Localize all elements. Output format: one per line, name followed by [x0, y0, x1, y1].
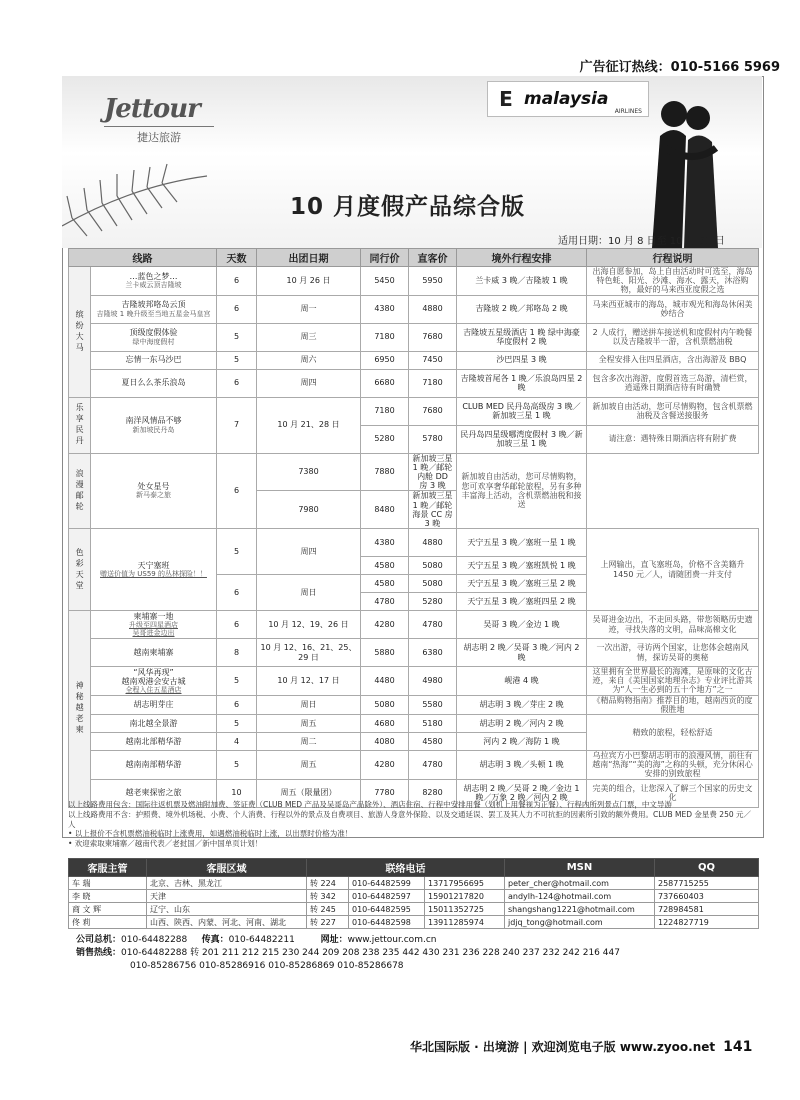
route-line: 吉隆坡邦咯岛云顶	[121, 300, 186, 310]
peer-price: 5080	[361, 695, 409, 714]
itinerary-cell: 民丹岛四星级哪湾度假村 3 晚／新加坡三星 1 晚	[457, 425, 587, 453]
header-date: 出团日期	[257, 249, 361, 267]
region-label: 浪漫邮轮	[69, 453, 91, 529]
sales-label: 销售热线：	[76, 948, 122, 959]
notes-cell: 一次出游，寻访两个国家，让您体会越南风情，探访吴哥的奥秘	[587, 639, 759, 667]
service-qq: 737660403	[655, 890, 759, 903]
table-row	[69, 751, 759, 780]
service-header-qq: QQ	[655, 859, 759, 877]
service-msn[interactable]: jdjq_tong@hotmail.com	[505, 916, 655, 929]
itinerary-cell: 吉隆坡五星级酒店 1 晚 绿中海豪华度假村 2 晚	[457, 323, 587, 351]
route-line: 天宁塞班	[137, 560, 170, 570]
service-msn[interactable]: shangshang1221@hotmail.com	[505, 903, 655, 916]
notes-cell: 精致的旅程，轻松舒适	[587, 715, 759, 751]
itinerary-cell: 胡志明 3 晚／芽庄 2 晚	[457, 695, 587, 714]
service-mobile[interactable]: 13717956695	[425, 877, 505, 890]
direct-price: 8280	[409, 779, 457, 807]
sales-lines: 010-64482288 转 201 211 212 215 230 244 209 208 238 235 442 430 231 236 228 240 237 232 242 216 447	[121, 948, 620, 959]
days-cell: 5	[217, 351, 257, 369]
table-row	[69, 267, 759, 296]
service-header-msn: MSN	[505, 859, 655, 877]
service-ext: 转 227	[307, 916, 349, 929]
peer-price: 4380	[361, 295, 409, 323]
footnotes	[68, 800, 758, 849]
service-tel[interactable]: 010-64482599	[349, 877, 425, 890]
days-cell: 5	[217, 323, 257, 351]
days-cell: 6	[217, 295, 257, 323]
peer-price: 4780	[361, 593, 409, 611]
days-cell: 5	[217, 715, 257, 733]
peer-price: 5880	[361, 639, 409, 667]
route-line: 新加坡民丹岛	[132, 425, 175, 434]
route-line: 胡志明芽庄	[133, 700, 174, 710]
days-cell: 6	[217, 453, 257, 529]
service-name: 商 文 辉	[69, 903, 147, 916]
direct-price: 4780	[409, 611, 457, 639]
itinerary-cell: 天宁五星 3 晚／塞班四星 2 晚	[457, 593, 587, 611]
header-route: 线路	[69, 249, 217, 267]
route-line: …蓝色之梦…	[129, 272, 178, 282]
itinerary-cell: CLUB MED 民丹岛高级房 3 晚／新加坡三星 1 晚	[457, 397, 587, 425]
footnote-included: 以上线路费用包含：国际往返机票及燃油附加费、签证费（CLUB MED 产品及吴哥岛产品除外）、酒店住宿、行程中安排用餐（划机上用餐视为正餐）、行程内所列景点门票，中文导游	[68, 800, 672, 809]
peer-price: 4280	[361, 751, 409, 780]
service-msn[interactable]: andylh-124@hotmail.com	[505, 890, 655, 903]
peer-price: 4380	[361, 529, 409, 557]
itinerary-cell: 胡志明 3 晚／头顿 1 晚	[457, 751, 587, 780]
header-direct-price: 直客价	[409, 249, 457, 267]
direct-price: 7450	[409, 351, 457, 369]
notes-cell: 马来西亚城市的海岛，城市观光和海岛休闲美妙结合	[587, 295, 759, 323]
service-region: 天津	[147, 890, 307, 903]
direct-price: 7880	[361, 453, 409, 491]
route-line: 兰卡威云顶吉隆坡	[125, 281, 182, 290]
direct-price: 7680	[409, 323, 457, 351]
itinerary-cell: 新加坡三星 1 晚／邮轮内舱 DD 房 3 晚	[409, 453, 457, 491]
route-line: 越南南部精华游	[125, 760, 182, 770]
peer-price: 6680	[361, 369, 409, 397]
itinerary-cell: 胡志明 2 晚／河内 2 晚	[457, 715, 587, 733]
notes-cell: 全程安排入住四星酒店，含出海游及 BBQ	[587, 351, 759, 369]
region-label: 色彩天堂	[69, 529, 91, 611]
route-name	[91, 453, 217, 529]
service-header-row	[69, 859, 759, 877]
notes-cell: 2 人成行，赠送拼车接送机和度假村内午晚餐以及吉隆坡半一游，含机票燃油税	[587, 323, 759, 351]
page-footer	[410, 1038, 752, 1055]
service-mobile[interactable]: 15901217820	[425, 890, 505, 903]
peer-price: 4680	[361, 715, 409, 733]
malaysia-airlines-logo	[487, 81, 649, 117]
service-ext: 转 245	[307, 903, 349, 916]
itinerary-cell: 岘港 4 晚	[457, 667, 587, 696]
direct-price: 7680	[409, 397, 457, 425]
route-line: 夏日么么茶乐浪岛	[121, 378, 186, 388]
website-link[interactable]: www.jettour.com.cn	[347, 935, 437, 945]
table-row	[69, 369, 759, 397]
service-header-region: 客服区域	[147, 859, 307, 877]
table-row	[69, 295, 759, 323]
jettour-name-cn: 捷达旅游	[104, 126, 214, 145]
route-name	[91, 611, 217, 639]
days-cell: 6	[217, 575, 257, 611]
contact-line-2	[76, 947, 756, 960]
service-row	[69, 916, 759, 929]
service-region: 山西、陕西、内蒙、河北、河南、湖北	[147, 916, 307, 929]
direct-price: 4880	[409, 529, 457, 557]
route-name	[91, 369, 217, 397]
table-row	[69, 715, 759, 733]
notes-cell: 包含多次出海游，度假首选三岛游，清栏赏，逍遥殊日期酒店待有时确赞	[587, 369, 759, 397]
notes-cell: 完美的组合，让您深入了解三个国家的历史文化	[587, 779, 759, 807]
route-line: 越南柬埔寨	[133, 647, 174, 657]
route-name	[91, 323, 217, 351]
itinerary-cell: 吉隆坡首尾各 1 晚／乐浪岛四星 2 晚	[457, 369, 587, 397]
route-name	[91, 639, 217, 667]
footnote-brochure: • 欢迎索取柬埔寨／越南代表／老挝国／新中国单页计划！	[68, 839, 263, 848]
fax-label: 传真：	[201, 935, 229, 945]
peer-price: 4280	[361, 611, 409, 639]
route-line: 越南北部精华游	[125, 736, 182, 746]
header-peer-price: 同行价	[361, 249, 409, 267]
hq-phone[interactable]: 010-64482288	[121, 935, 188, 945]
footnote-fuel: • 以上报价不含机票燃油税临时上涨费用，如遇燃油税临时上涨，以出票时价格为准！	[68, 829, 353, 839]
route-name	[91, 351, 217, 369]
days-cell: 6	[217, 369, 257, 397]
direct-price: 5180	[409, 715, 457, 733]
peer-price: 4580	[361, 575, 409, 593]
date-cell: 周五	[257, 715, 361, 733]
date-cell: 周五	[257, 751, 361, 780]
route-line: “风华再现”	[133, 667, 174, 677]
direct-price: 5780	[409, 425, 457, 453]
service-msn[interactable]: peter_cher@hotmail.com	[505, 877, 655, 890]
route-name	[91, 751, 217, 780]
itinerary-cell: 河内 2 晚／海防 1 晚	[457, 733, 587, 751]
ad-hotline: 广告征订热线：010-5166 5969	[579, 60, 780, 75]
header-itinerary: 境外行程安排	[457, 249, 587, 267]
route-name	[91, 667, 217, 696]
days-cell: 5	[217, 751, 257, 780]
peer-price: 7380	[257, 453, 361, 491]
service-tel[interactable]: 010-64482597	[349, 890, 425, 903]
page-title: 10 月度假产品综合版	[290, 194, 526, 220]
direct-price: 5280	[409, 593, 457, 611]
route-line: 忘情一东马沙巴	[125, 355, 182, 365]
jettour-logo	[104, 94, 214, 145]
direct-price: 6380	[409, 639, 457, 667]
itinerary-cell: 天宁五星 3 晚／塞班三星 2 晚	[457, 575, 587, 593]
peer-price: 6950	[361, 351, 409, 369]
direct-price: 8480	[361, 491, 409, 529]
notes-cell: 请注意：遇特殊日期酒店将有附扩费	[587, 425, 759, 453]
service-row	[69, 877, 759, 890]
date-cell: 周四	[257, 369, 361, 397]
itinerary-cell: 新加坡三星 1 晚／邮轮海景 CC 房 3 晚	[409, 491, 457, 529]
route-name	[91, 733, 217, 751]
peer-price: 4480	[361, 667, 409, 696]
airline-mark-icon: E	[499, 87, 513, 111]
itinerary-cell: 天宁五星 3 晚／塞班凯悦 1 晚	[457, 557, 587, 575]
days-cell: 5	[217, 667, 257, 696]
contact-block	[76, 934, 756, 973]
table-row	[69, 323, 759, 351]
service-qq: 2587715255	[655, 877, 759, 890]
route-line: 处女星号	[137, 482, 170, 492]
route-line: 新马泰之旅	[136, 491, 171, 500]
date-cell: 10 月 12、16、21、25、29 日	[257, 639, 361, 667]
peer-price: 4080	[361, 733, 409, 751]
days-cell: 6	[217, 695, 257, 714]
jettour-wordmark: Jettour	[104, 94, 200, 124]
notes-cell: 出海自愿参加，岛上自由活动时可选至，海岛特色蚝、阳光、沙滩、海水、露天，沐浴购物，最好的马来西亚度假之选	[587, 267, 759, 296]
region-label: 缤纷大马	[69, 267, 91, 398]
service-mobile[interactable]: 15011352725	[425, 903, 505, 916]
service-table	[68, 858, 759, 929]
date-cell: 周四	[257, 529, 361, 575]
table-row	[69, 529, 759, 557]
peer-price: 7180	[361, 323, 409, 351]
table-row	[69, 695, 759, 714]
route-line: 南北越全景游	[129, 718, 178, 728]
date-cell: 10 月 21、28 日	[257, 397, 361, 453]
route-name	[91, 715, 217, 733]
direct-price: 7180	[409, 369, 457, 397]
page-number: 141	[723, 1039, 753, 1055]
region-label: 神秘越老柬	[69, 611, 91, 808]
route-line: 升级至四星酒店	[129, 621, 178, 630]
ad-banner	[62, 76, 762, 248]
service-row	[69, 903, 759, 916]
itinerary-cell: 吉隆坡 2 晚／邦咯岛 2 晚	[457, 295, 587, 323]
airline-sub: AIRLINES	[614, 108, 642, 115]
airline-name: malaysia	[524, 89, 609, 109]
header-days: 天数	[217, 249, 257, 267]
fax-number: 010-64482211	[228, 935, 295, 945]
table-row	[69, 639, 759, 667]
peer-price: 7780	[361, 779, 409, 807]
days-cell: 5	[217, 529, 257, 575]
days-cell: 8	[217, 639, 257, 667]
peer-price: 7180	[361, 397, 409, 425]
route-line: 绿中海度假村	[132, 337, 175, 346]
date-cell: 10 月 26 日	[257, 267, 361, 296]
service-qq: 728984581	[655, 903, 759, 916]
route-name	[91, 529, 217, 611]
service-row	[69, 890, 759, 903]
itinerary-cell: 沙巴四星 3 晚	[457, 351, 587, 369]
itinerary-cell: 天宁五星 3 晚／塞班一星 1 晚	[457, 529, 587, 557]
table-row	[69, 397, 759, 425]
route-name	[91, 397, 217, 453]
route-line: 南洋风情品不够	[125, 416, 182, 426]
notes-cell: 新加坡自由活动，您可尽情购物，包含机票燃油税及含餐送接服务	[587, 397, 759, 425]
notes-cell: 《精品购物指南》推荐目的地，越南西贡的度假胜地	[587, 695, 759, 714]
service-header-phone: 联络电话	[307, 859, 505, 877]
peer-price: 7980	[257, 491, 361, 529]
route-name	[91, 267, 217, 296]
days-cell: 10	[217, 779, 257, 807]
service-mobile[interactable]: 13911285974	[425, 916, 505, 929]
date-cell: 10 月 12、19、26 日	[257, 611, 361, 639]
service-name: 佟 莉	[69, 916, 147, 929]
itinerary-cell: 胡志明 2 晚／吴哥 2 晚／金边 1 晚／万象 2 晚／河内 2 晚	[457, 779, 587, 807]
table-row	[69, 611, 759, 639]
itinerary-cell: 胡志明 2 晚／吴哥 3 晚／河内 2 晚	[457, 639, 587, 667]
direct-price: 5950	[409, 267, 457, 296]
hq-label: 公司总机：	[76, 935, 122, 945]
direct-price: 5080	[409, 575, 457, 593]
service-region: 辽宁、山东	[147, 903, 307, 916]
direct-price: 5080	[409, 557, 457, 575]
table-row	[69, 351, 759, 369]
date-cell: 周三	[257, 323, 361, 351]
direct-price: 4780	[409, 751, 457, 780]
table-row	[69, 667, 759, 696]
web-label: 网址：	[320, 935, 348, 945]
peer-price: 5450	[361, 267, 409, 296]
notes-cell: 新加坡自由活动，您可尽情购物，您可欢享奢华邮轮旅程，另有多种丰富海上活动，含机票燃油税和接送	[457, 453, 587, 529]
footer-text: 华北国际版 · 出境游 | 欢迎浏览电子版 www.zyoo.net	[410, 1040, 716, 1054]
service-qq: 1224827719	[655, 916, 759, 929]
route-line: 越老柬探密之旅	[125, 788, 182, 798]
route-name	[91, 295, 217, 323]
route-line: 越南观港会安古城	[121, 676, 186, 686]
date-cell: 周日	[257, 695, 361, 714]
route-name	[91, 695, 217, 714]
route-line: 吉隆坡 1 晚升级至当地五星金马皇宫	[96, 309, 211, 318]
direct-price: 4580	[409, 733, 457, 751]
sales-lines-extra: 010-85286756 010-85286916 010-85286869 010-85286678	[130, 961, 404, 972]
days-cell: 7	[217, 397, 257, 453]
service-header-manager: 客服主管	[69, 859, 147, 877]
product-table	[68, 248, 759, 808]
date-cell: 10 月 12、17 日	[257, 667, 361, 696]
date-cell: 周一	[257, 295, 361, 323]
route-line: 全程入住五星酒店	[125, 686, 182, 694]
route-line: 顶级度假体验	[129, 328, 178, 338]
contact-line-3	[76, 960, 756, 973]
service-ext: 转 224	[307, 877, 349, 890]
service-tel[interactable]: 010-64482598	[349, 916, 425, 929]
notes-cell: 乌拉宾方小巴黎胡志明市的浪漫风情，前往有越南“热海”“美的海”之称的头顿，充分休闲心安排的别致旅程	[587, 751, 759, 780]
notes-cell: 这里拥有全世界最长的海滩，是原味的文化古迹，来自《美国国家地理杂志》专业评比游其为“人一生必到的五十个地方”之一	[587, 667, 759, 696]
date-cell: 周五（限量团）	[257, 779, 361, 807]
days-cell: 4	[217, 733, 257, 751]
days-cell: 6	[217, 611, 257, 639]
date-cell: 周二	[257, 733, 361, 751]
route-line: 赠送价值为 US59 的丛林探险！！	[100, 570, 207, 579]
route-line: 柬埔寨一地	[133, 611, 174, 621]
notes-cell: 吴哥进金边出，不走回头路，带您领略历史遗迹，寻找失落的文明，品味高棉文化	[587, 611, 759, 639]
header-notes: 行程说明	[587, 249, 759, 267]
region-label: 乐享民丹	[69, 397, 91, 453]
service-region: 北京、吉林、黑龙江	[147, 877, 307, 890]
itinerary-cell: 兰卡威 3 晚／吉隆坡 1 晚	[457, 267, 587, 296]
footnote-excluded: 以上线路费用不含：护照费、境外机场税、小费、个人消费、行程以外的景点及自费项目、旅游人身意外保险、以及交通延误、罢工及其人力不可抗拒的因素所引致的额外费用。CLUB MED 金星费 250 元／人	[68, 809, 752, 829]
service-name: 李 晓	[69, 890, 147, 903]
service-name: 车 瑞	[69, 877, 147, 890]
table-row	[69, 453, 759, 491]
service-tel[interactable]: 010-64482595	[349, 903, 425, 916]
contact-line-1	[76, 934, 756, 947]
date-cell: 周日	[257, 575, 361, 611]
table-header-row	[69, 249, 759, 267]
days-cell: 6	[217, 267, 257, 296]
route-line: 吴哥进金边出	[132, 629, 175, 638]
peer-price: 5280	[361, 425, 409, 453]
service-ext: 转 342	[307, 890, 349, 903]
itinerary-cell: 吴哥 3 晚／金边 1 晚	[457, 611, 587, 639]
direct-price: 4980	[409, 667, 457, 696]
notes-cell: 上网输出，直飞塞班岛，价格不含美籍升 1450 元／人，请随团费一并支付	[587, 529, 759, 611]
direct-price: 4880	[409, 295, 457, 323]
peer-price: 4580	[361, 557, 409, 575]
direct-price: 5580	[409, 695, 457, 714]
date-cell: 周六	[257, 351, 361, 369]
validity-dates: 适用日期：10 月 8 日至 10 月 31 日	[558, 236, 725, 247]
